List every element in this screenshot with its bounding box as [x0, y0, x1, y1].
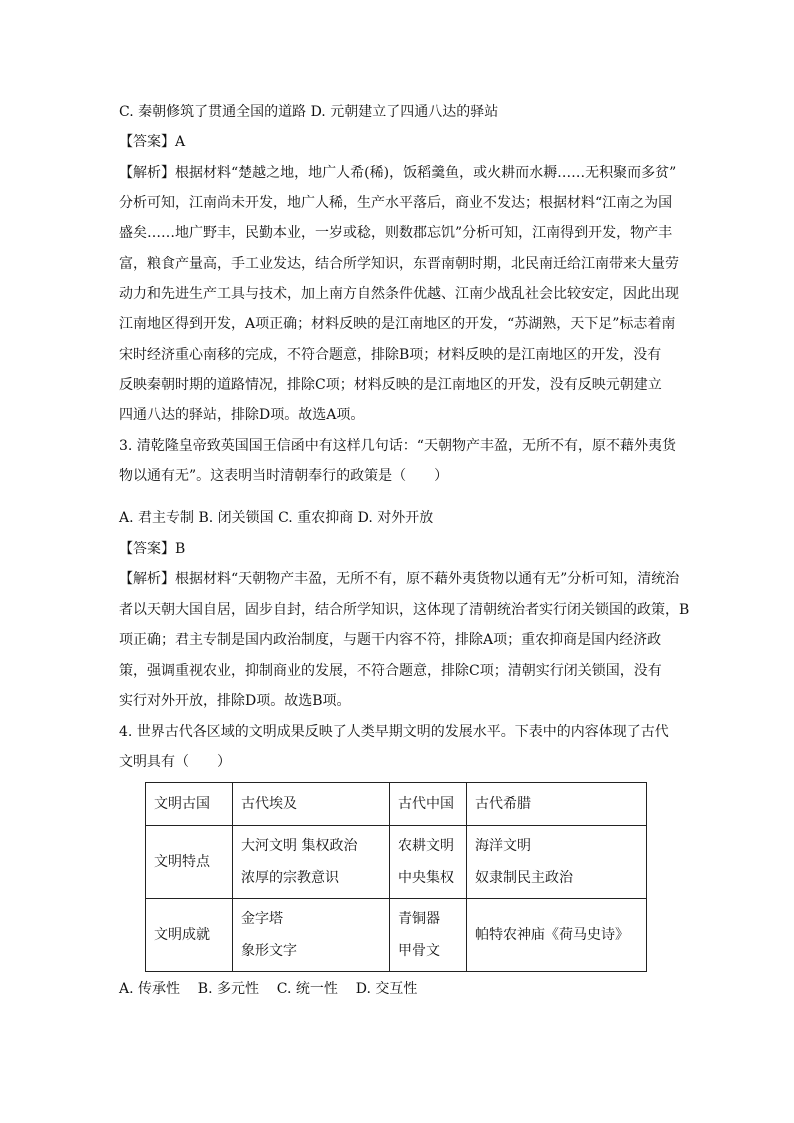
answer-label: 【答案】A — [119, 134, 186, 150]
analysis-line: 四通八达的驿站，排除D项。故选A项。 — [119, 407, 365, 423]
cell-text: 青铜器 — [398, 911, 440, 927]
analysis-line: 盛矣……地广野丰，民勤本业，一岁或稔，则数郡忘饥”分析可知，江南得到开发，物产丰 — [119, 225, 673, 241]
table-cell — [233, 899, 390, 972]
analysis-line: 分析可知，江南尚未开发，地广人稀，生产水平落后，商业不发达；根据材料“江南之为国 — [119, 195, 673, 211]
cell-text: 金字塔 — [241, 911, 283, 927]
table-cell — [390, 899, 467, 972]
question-3-options: A. 君主专制 B. 闭关锁国 C. 重农抑商 D. 对外开放 — [119, 510, 434, 526]
table-header-cell: 古代中国 — [390, 783, 467, 826]
table-row — [146, 783, 647, 826]
question-3-line: 物以通有无”。这表明当时清朝奉行的政策是（ ） — [119, 468, 449, 484]
cell-text: 海洋文明 — [475, 838, 531, 854]
analysis-line: 动力和先进生产工具与技术，加上南方自然条件优越、江南少战乱社会比较安定，因此出现 — [119, 286, 679, 302]
analysis-line: 富，粮食产量高，手工业发达，结合所学知识，东晋南朝时期，北民南迁给江南带来大量劳 — [119, 256, 679, 272]
table-header-cell: 古代埃及 — [233, 783, 390, 826]
question-4-line: 4. 世界古代各区域的文明成果反映了人类早期文明的发展水平。下表中的内容体现了古代 — [119, 724, 669, 740]
question-3-line: 3. 清乾隆皇帝致英国国王信函中有这样几句话：“天朝物产丰盈，无所不有，原不藉外夷货 — [119, 438, 676, 454]
table-cell — [467, 826, 647, 899]
cell-text: 中央集权 — [398, 870, 454, 886]
cell-text: 象形文字 — [241, 943, 297, 959]
cell-text: 奴隶制民主政治 — [475, 870, 573, 886]
cell-text: 甲骨文 — [398, 943, 440, 959]
question-4-line: 文明具有（ ） — [119, 754, 231, 770]
cell-text: 浓厚的宗教意识 — [241, 870, 339, 886]
cell-text: 大河文明 集权政治 — [241, 838, 358, 854]
analysis-line: 反映秦朝时期的道路情况，排除C项；材料反映的是江南地区的开发，没有反映元朝建立 — [119, 377, 662, 393]
cell-text: 帕特农神庙《荷马史诗》 — [475, 927, 629, 943]
table-header-cell: 古代希腊 — [467, 783, 647, 826]
question-4-options: A. 传承性 B. 多元性 C. 统一性 D. 交互性 — [119, 981, 418, 997]
analysis-line: 策，强调重视农业，抑制商业的发展，不符合题意，排除C项；清朝实行闭关锁国，没有 — [119, 663, 662, 679]
table-row-label: 文明特点 — [146, 826, 233, 899]
option-line-cd: C. 秦朝修筑了贯通全国的道路 D. 元朝建立了四通八达的驿站 — [119, 104, 499, 120]
analysis-line: 项正确；君主专制是国内政治制度，与题干内容不符，排除A项；重农抑商是国内经济政 — [119, 632, 662, 648]
analysis-line: 宋时经济重心南移的完成，不符合题意，排除B项；材料反映的是江南地区的开发，没有 — [119, 347, 662, 363]
analysis-line: 【解析】根据材料“楚越之地，地广人希(稀)，饭稻羹鱼，或火耕而水耨……无积聚而多贫” — [119, 165, 677, 181]
table-cell — [467, 899, 647, 972]
analysis-line: 【解析】根据材料“天朝物产丰盈，无所不有，原不藉外夷货物以通有无”分析可知，清统治 — [119, 571, 680, 587]
table-cell — [390, 826, 467, 899]
table-row — [146, 899, 647, 972]
table-cell — [233, 826, 390, 899]
table-row — [146, 826, 647, 899]
table-row-label: 文明成就 — [146, 899, 233, 972]
table-header-cell: 文明古国 — [146, 783, 233, 826]
answer-label: 【答案】B — [119, 541, 186, 557]
analysis-line: 实行对外开放，排除D项。故选B项。 — [119, 693, 351, 709]
analysis-line: 者以天朝大国自居，固步自封，结合所学知识，这体现了清朝统治者实行闭关锁国的政策，B — [119, 602, 690, 618]
cell-text: 农耕文明 — [398, 838, 454, 854]
analysis-line: 江南地区得到开发，A项正确；材料反映的是江南地区的开发，“苏湖熟，天下足”标志着南 — [119, 316, 676, 332]
civilization-table — [145, 782, 647, 972]
